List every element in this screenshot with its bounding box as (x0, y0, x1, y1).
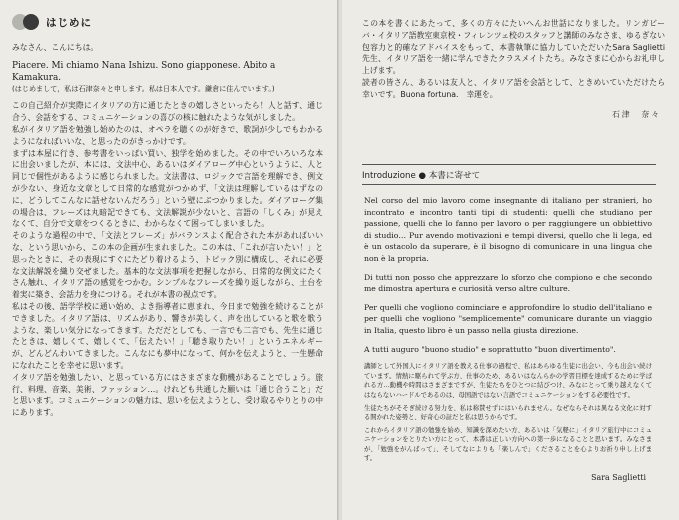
paragraph: 私がイタリア語を勉強し始めたのは、オペラを聴くのが好きで、歌詞が少しでもわかるようになればいいな、と思ったのがきっかけです。 (12, 124, 323, 146)
left-page (0, 0, 337, 520)
acknowledgement-paragraph: 読者の皆さん、あるいは友人と、イタリア語を会話として、ときめいていただけたら幸いです。Buona fortuna. 幸運を。 (362, 77, 665, 99)
black-circle-icon (23, 14, 39, 30)
italian-paragraph: Per quelli che vogliono cominciare e approfondire lo studio dell'italiano e per quelli che vogliono "semplicemente" comunicare durante un viaggio in Italia, questo libro è un passo nella giusta direzione. (364, 302, 652, 335)
paragraph: この自己紹介が実際にイタリアの方に通じたときの嬉しさといったら！人と話す、通じ合う、会話をする、コミュニケーションの喜びの核に触れたような気がしました。 (12, 101, 323, 123)
self-introduction-translation: (はじめまして，私は石津奈々と申します。私は日本人です。鎌倉に住んでいます。) (12, 83, 275, 93)
paragraph: そのような過程の中で、「文法とフレーズ」がバランスよく配合された本があればいいな、という思いから、この本の企画が生まれました。この本は、「これが言いたい！」と思ったときに、その表現にすぐにたどり着けるよう、トピック別に構成し、それに必要な文法解説を織り交ぜました。基本的な文法事項を把握しながら、日常的な例文にたくさん触れ、イタリア語の感覚をつかむ。シンプルなフレーズを繰り返しながら、土台を着実に築き、会話力を身につける。それが本書の視点です。 (12, 231, 323, 300)
acknowledgement-paragraph: この本を書くにあたって、多くの方々にたいへんお世話になりました。リンガビーバ・イタリア語教室東京校・フィレンツェ校のスタッフと講師のみなさま、ゆるぎない包容力と的確なアドバイスをもって、本書執筆に協力していただいたSara Saglietti 先生、イタリア語を一緒に学んできたクラスメイトたち。みなさまに心からお礼申し上げます。 (362, 19, 665, 76)
introduction-heading: Introduzione ● 本書に寄せて (362, 165, 656, 185)
japanese-translation-paragraph: 生徒たちがそそぎ続ける努力を、私は称賛せずにはいられません。なぜならそれは異なる文化に対する開かれた姿勢と、好奇心の証だと私は思うからです。 (364, 404, 652, 422)
japanese-translation-paragraph: 講師として外国人にイタリア語を教える仕事の過程で、私はあらゆる生徒に出会い、今も出会い続けています。情熱に駆られて学ぶ方、仕事のため、あるいはなんらかの学習目標を達成するために学ばれる方…動機や時間はさまざまですが、生徒たちをひとつに結びつけ、みなにとって乗り越えなくてはならないハードルであるのは、母国語ではない言語でコミュニケーションをする必要性です。 (364, 363, 652, 399)
italian-paragraph: Nel corso del mio lavoro come insegnante di italiano per stranieri, ho incontrato e incontro tanti tipi di studenti: quelli che studiano per passione, quelli che lo fanno per lavoro o per raggiungere un obbiettivo di studio… Pur avendo motivazioni e tempi diversi, quello che li lega, ed è un ostacolo da superare, è il bisogno di comunicare in una lingua che non è la propria. (364, 196, 652, 263)
chapter-dots-icon (12, 14, 42, 30)
introduction-signature: Sara Saglietti (591, 473, 646, 483)
introduction-section (362, 164, 656, 509)
italian-paragraph: A tutti auguro "buono studio" e soprattutto "buon divertimento". (364, 344, 616, 354)
greeting: みなさん、こんにちは。 (12, 43, 99, 52)
italian-self-introduction: Piacere. Mi chiamo Nana Ishizu. Sono giapponese. Abito a Kamakura. (12, 60, 276, 83)
italian-paragraph: Di tutti non posso che apprezzare lo sforzo che compiono e che secondo me dimostra apertura e curiosità verso altre culture. (364, 272, 652, 294)
paragraph: まずは本屋に行き、参考書をいっぱい買い、独学を始めました。その中でいろいろな本に出会いましたが、本には、文法中心、あるいはダイアローグ中心というように、人と同じで個性があるように感じられました。文法書は、ロジックで言語を理解でき、例文が少ない、身近な文章として日常的な感覚がつかめず、「文法は理解しているはずなのに、どうしてこんなに話せないんだろう」という壁にぶつかりました。ダイアローグ集の場合は、フレーズは丸暗記できても、文法解説が少ないと、言語の「しくみ」が見えなくて、自分で文章をつくるときに、わからなくて困ってしまいました。 (12, 148, 323, 229)
chapter-header (12, 12, 323, 32)
paragraph: 私はその後、語学学校に通い始め、よき指導者に恵まれ、今日まで勉強を続けることができました。イタリア語は、リズムがあり、響きが美しく、声を出していると歌を歌うような、楽しい気分になってきます。ただだとしても、一言でも二言でも、先生に通じたときは、嬉しくて、嬉しくて、「伝えたい！」「聴き取りたい！」というエネルギーが、どんどんわいてきました。こんなにも夢中になって、何かを伝えようと、一生懸命になれたことを幸せに思います。 (12, 301, 323, 370)
paragraph: イタリア語を勉強したい、と思っている方にはさまざまな動機があることでしょう。旅行、料理、音楽、美術、ファッション…。けれども共通した願いは「通じ合うこと」だと思います。コミュニケーションの魅力は、思いを伝えようとし、受け取るやりとりの中にあります。 (12, 372, 323, 418)
author-signature: 石津 奈々 (612, 109, 661, 119)
japanese-translation-paragraph: これからイタリア語の勉強を始め、知識を深めたい方、あるいは「気軽に」イタリア旅行中にコミュニケーションをとりたい方にとって、本書は正しい方向への第一歩になることと思います。みなさまが、「勉強をがんばって」、そしてなによりも「楽しんで」くださることを心よりお祈り申し上げます。 (364, 426, 652, 463)
chapter-title: はじめに (46, 16, 92, 29)
